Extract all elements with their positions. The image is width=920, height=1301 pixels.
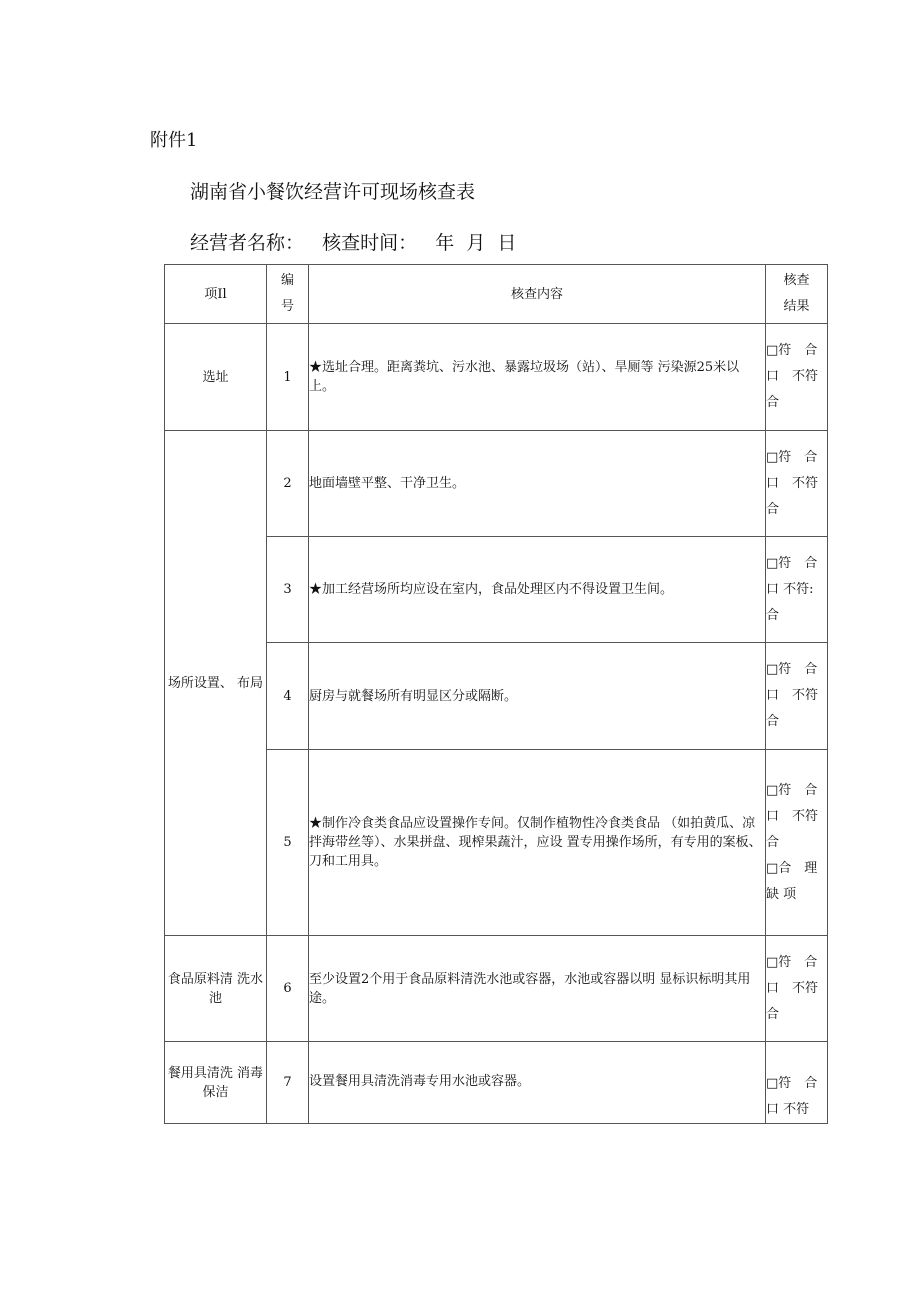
- inspection-table: [164, 264, 828, 1124]
- result-cell[interactable]: □符 合 口 不符 合: [766, 324, 828, 431]
- number-cell: 1: [267, 324, 309, 431]
- category-cell: 选址: [165, 324, 267, 431]
- content-cell: 设置餐用具清洗消毒专用水池或容器。: [309, 1042, 766, 1124]
- number-cell: 7: [267, 1042, 309, 1124]
- header-result: 核查 结果: [766, 265, 828, 324]
- content-cell: ★选址合理。距离粪坑、污水池、暴露垃圾场（站）、旱厕等 污染源25米以上。: [309, 324, 766, 431]
- content-cell: 厨房与就餐场所有明显区分或隔断。: [309, 643, 766, 750]
- result-cell[interactable]: □符 合 口 不符 合: [766, 431, 828, 537]
- category-cell: 食品原料清 洗水池: [165, 936, 267, 1042]
- header-item: 项Il: [165, 265, 267, 324]
- result-cell[interactable]: □符 合 口 不符 合: [766, 936, 828, 1042]
- table-row: [165, 431, 828, 537]
- category-cell: 场所设置、 布局: [165, 431, 267, 936]
- number-cell: 5: [267, 750, 309, 936]
- number-cell: 3: [267, 537, 309, 643]
- document-title: 湖南省小餐饮经营许可现场核查表: [190, 181, 476, 203]
- table-row: [165, 936, 828, 1042]
- operator-info-line: 经营者名称： 核查时间： 年 月 日: [190, 232, 517, 254]
- number-cell: 4: [267, 643, 309, 750]
- attachment-label: 附件1: [150, 130, 198, 151]
- content-cell: ★制作冷食类食品应设置操作专间。仅制作植物性冷食类食品 （如拍黄瓜、凉拌海带丝等）、水果拼盘、现榨果蔬汁，应设 置专用操作场所，有专用的案板、刀和工用具。: [309, 750, 766, 936]
- result-cell[interactable]: □符 合 口 不符: 合: [766, 537, 828, 643]
- result-cell[interactable]: □符 合 口 不符 合 □合 理 缺 项: [766, 750, 828, 936]
- content-cell: 地面墙壁平整、干净卫生。: [309, 431, 766, 537]
- header-content: 核查内容: [309, 265, 766, 324]
- number-cell: 2: [267, 431, 309, 537]
- result-cell[interactable]: □符 合 口 不符 合: [766, 643, 828, 750]
- content-cell: 至少设置2个用于食品原料清洗水池或容器，水池或容器以明 显标识标明其用途。: [309, 936, 766, 1042]
- header-number: 编 号: [267, 265, 309, 324]
- table-header-row: [165, 265, 828, 324]
- content-cell: ★加工经营场所均应设在室内，食品处理区内不得设置卫生间。: [309, 537, 766, 643]
- number-cell: 6: [267, 936, 309, 1042]
- result-cell[interactable]: □符 合 口 不符: [766, 1042, 828, 1124]
- table-row: [165, 324, 828, 431]
- table-row: [165, 1042, 828, 1124]
- category-cell: 餐用具清洗 消毒保洁: [165, 1042, 267, 1124]
